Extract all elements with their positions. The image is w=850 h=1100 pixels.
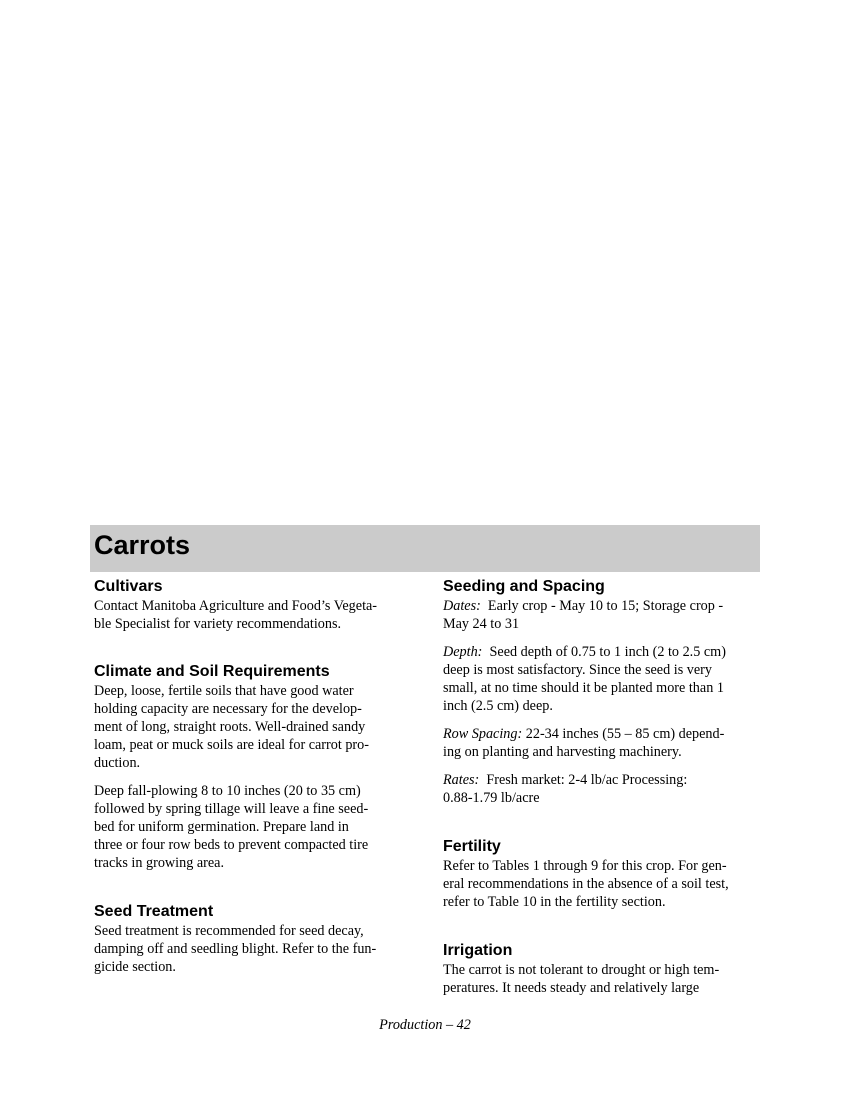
climate-heading: Climate and Soil Requirements: [94, 663, 330, 680]
seeding-depth: Depth: Seed depth of 0.75 to 1 inch (2 to 2.5 cm) deep is most satisfactory. Since the seed is very small, at no time should it be planted more than 1 inch (2.5 cm) deep.: [443, 644, 726, 714]
irrigation-heading: Irrigation: [443, 942, 513, 959]
cultivars-text: Contact Manitoba Agriculture and Food’s Vegeta- ble Specialist for variety recommendations.: [94, 598, 378, 632]
cultivars-heading: Cultivars: [94, 578, 163, 595]
seeding-row-spacing: Row Spacing: 22-34 inches (55 – 85 cm) depend- ing on planting and harvesting machinery.: [443, 726, 725, 760]
climate-paragraph-1: Deep, loose, fertile soils that have good water holding capacity are necessary for the develop- ment of long, straight roots. Well-drained sandy loam, peat or muck soils are ideal for carrot pro- duction.: [94, 683, 369, 771]
climate-paragraph-2: Deep fall-plowing 8 to 10 inches (20 to 35 cm) followed by spring tillage will leave a fine seed- bed for uniform germination. Prepare land in three or four row beds to prevent compacted tire tracks in growing area.: [94, 783, 369, 871]
fertility-heading: Fertility: [443, 838, 501, 855]
seeding-rates: Rates: Fresh market: 2-4 lb/ac Processing: 0.88-1.79 lb/acre: [443, 772, 688, 806]
left-column: [94, 577, 412, 976]
title-banner: [90, 525, 760, 572]
seeding-heading: Seeding and Spacing: [443, 578, 605, 595]
page-title: Carrots: [94, 530, 191, 560]
page-footer: Production – 42: [379, 1017, 471, 1033]
seeding-dates: Dates: Early crop - May 10 to 15; Storage crop - May 24 to 31: [443, 598, 724, 632]
fertility-text: Refer to Tables 1 through 9 for this crop. For gen- eral recommendations in the absence of a soil test, refer to Table 10 in the fertility section.: [443, 858, 729, 910]
irrigation-text: The carrot is not tolerant to drought or high tem- peratures. It needs steady and relatively large: [443, 962, 720, 996]
right-column: [443, 577, 761, 997]
seed-treatment-heading: Seed Treatment: [94, 903, 214, 920]
seed-treatment-text: Seed treatment is recommended for seed decay, damping off and seedling blight. Refer to the fun- gicide section.: [94, 923, 377, 975]
